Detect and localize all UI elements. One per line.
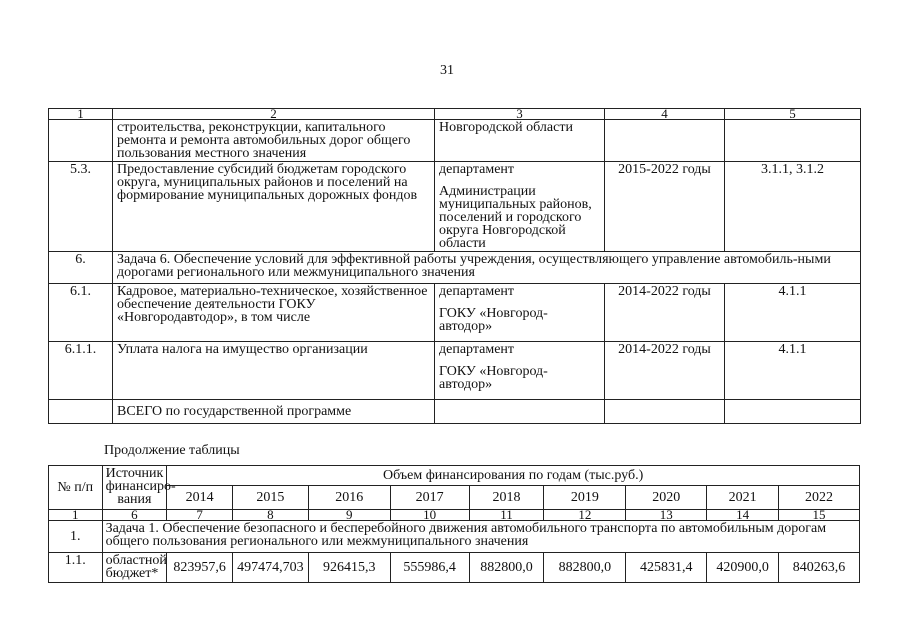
activity-description: Уплата налога на имущество организации bbox=[113, 342, 435, 400]
table-header-row bbox=[49, 109, 861, 120]
program-activities-table bbox=[48, 108, 861, 424]
header-cell: 3 bbox=[435, 109, 605, 120]
task-row bbox=[49, 521, 860, 553]
activity-description: Предоставление субсидий бюджетам городского округа, муниципальных районов и поселений на формирование муниципальных дорожных фондов bbox=[113, 162, 435, 252]
executor-cell bbox=[435, 342, 605, 400]
executor-text: департамент bbox=[439, 284, 515, 299]
period-cell: 2014-2022 годы bbox=[605, 284, 725, 342]
amount-cell: 555986,4 bbox=[390, 553, 469, 583]
executor-text: Администрации муниципальных районов, поселений и городского округа Новгородской области bbox=[439, 184, 592, 251]
index-cell: 11 bbox=[469, 510, 544, 521]
row-number bbox=[49, 120, 113, 162]
index-cell: 14 bbox=[707, 510, 779, 521]
activity-description: Кадровое, материально-техническое, хозяйственное обеспечение деятельности ГОКУ «Новгородавтодор», в том числе bbox=[113, 284, 435, 342]
row-number: 1.1. bbox=[49, 553, 103, 583]
index-cell: 15 bbox=[778, 510, 859, 521]
index-row bbox=[49, 510, 860, 521]
index-cell: 6 bbox=[102, 510, 167, 521]
table-row bbox=[49, 284, 861, 342]
financing-header: Объем финансирования по годам (тыс.руб.) bbox=[167, 466, 860, 486]
header-cell: 1 bbox=[49, 109, 113, 120]
row-number: 6.1. bbox=[49, 284, 113, 342]
amount-cell: 497474,703 bbox=[233, 553, 309, 583]
financing-header-row bbox=[49, 466, 860, 486]
row-number: 5.3. bbox=[49, 162, 113, 252]
executor-text: ГОКУ «Новгород-автодор» bbox=[439, 306, 548, 334]
row-number: 6.1.1. bbox=[49, 342, 113, 400]
period-cell: 2015-2022 годы bbox=[605, 162, 725, 252]
task-row bbox=[49, 252, 861, 284]
year-cell: 2019 bbox=[544, 486, 626, 510]
total-row bbox=[49, 400, 861, 424]
year-cell: 2016 bbox=[308, 486, 390, 510]
year-cell: 2017 bbox=[390, 486, 469, 510]
index-cell: 1 bbox=[49, 510, 103, 521]
executor-text: департамент bbox=[439, 342, 515, 357]
table-row bbox=[49, 162, 861, 252]
table-row bbox=[49, 120, 861, 162]
amount-cell: 926415,3 bbox=[308, 553, 390, 583]
indicator-cell bbox=[725, 120, 861, 162]
executor-cell bbox=[435, 284, 605, 342]
index-cell: 12 bbox=[544, 510, 626, 521]
index-cell: 7 bbox=[167, 510, 233, 521]
header-cell: 5 bbox=[725, 109, 861, 120]
year-cell: 2021 bbox=[707, 486, 779, 510]
index-cell: 9 bbox=[308, 510, 390, 521]
amount-cell: 823957,6 bbox=[167, 553, 233, 583]
amount-cell: 420900,0 bbox=[707, 553, 779, 583]
indicator-cell: 3.1.1, 3.1.2 bbox=[725, 162, 861, 252]
amount-cell: 840263,6 bbox=[778, 553, 859, 583]
row-number bbox=[49, 400, 113, 424]
amount-cell: 882800,0 bbox=[469, 553, 544, 583]
row-number: 6. bbox=[49, 252, 113, 284]
header-cell: 4 bbox=[605, 109, 725, 120]
source-header: Источник финансиро-вания bbox=[102, 466, 167, 510]
index-cell: 8 bbox=[233, 510, 309, 521]
continuation-label: Продолжение таблицы bbox=[104, 443, 240, 458]
executor-text: Новгородской области bbox=[439, 120, 573, 135]
index-cell: 13 bbox=[626, 510, 707, 521]
indicator-cell: 4.1.1 bbox=[725, 342, 861, 400]
indicator-cell: 4.1.1 bbox=[725, 284, 861, 342]
year-cell: 2015 bbox=[233, 486, 309, 510]
year-cell: 2018 bbox=[469, 486, 544, 510]
task-description: Задача 1. Обеспечение безопасного и бесперебойного движения автомобильного транспорта по автомобильным дорогам общего пользования регионального или межмуниципального значения bbox=[102, 521, 859, 553]
executor-text: ГОКУ «Новгород-автодор» bbox=[439, 364, 548, 392]
year-cell: 2020 bbox=[626, 486, 707, 510]
activity-description: строительства, реконструкции, капитального ремонта и ремонта автомобильных дорог общего пользования местного значения bbox=[113, 120, 435, 162]
amount-cell: 882800,0 bbox=[544, 553, 626, 583]
header-cell: 2 bbox=[113, 109, 435, 120]
num-header: № п/п bbox=[49, 466, 103, 510]
index-cell: 10 bbox=[390, 510, 469, 521]
total-label: ВСЕГО по государственной программе bbox=[113, 400, 435, 424]
indicator-cell bbox=[725, 400, 861, 424]
row-number: 1. bbox=[49, 521, 103, 553]
financing-table bbox=[48, 465, 860, 583]
period-cell bbox=[605, 120, 725, 162]
year-cell: 2022 bbox=[778, 486, 859, 510]
task-description: Задача 6. Обеспечение условий для эффективной работы учреждения, осуществляющего управление автомобиль-ными дорогами регионального или межмуниципального значения bbox=[113, 252, 861, 284]
executor-cell bbox=[435, 162, 605, 252]
amount-cell: 425831,4 bbox=[626, 553, 707, 583]
period-cell: 2014-2022 годы bbox=[605, 342, 725, 400]
executor-cell bbox=[435, 400, 605, 424]
executor-text: департамент bbox=[439, 162, 515, 177]
funding-source: областной бюджет* bbox=[102, 553, 167, 583]
page-number: 31 bbox=[440, 63, 454, 78]
executor-cell bbox=[435, 120, 605, 162]
year-cell: 2014 bbox=[167, 486, 233, 510]
period-cell bbox=[605, 400, 725, 424]
table-row bbox=[49, 553, 860, 583]
table-row bbox=[49, 342, 861, 400]
